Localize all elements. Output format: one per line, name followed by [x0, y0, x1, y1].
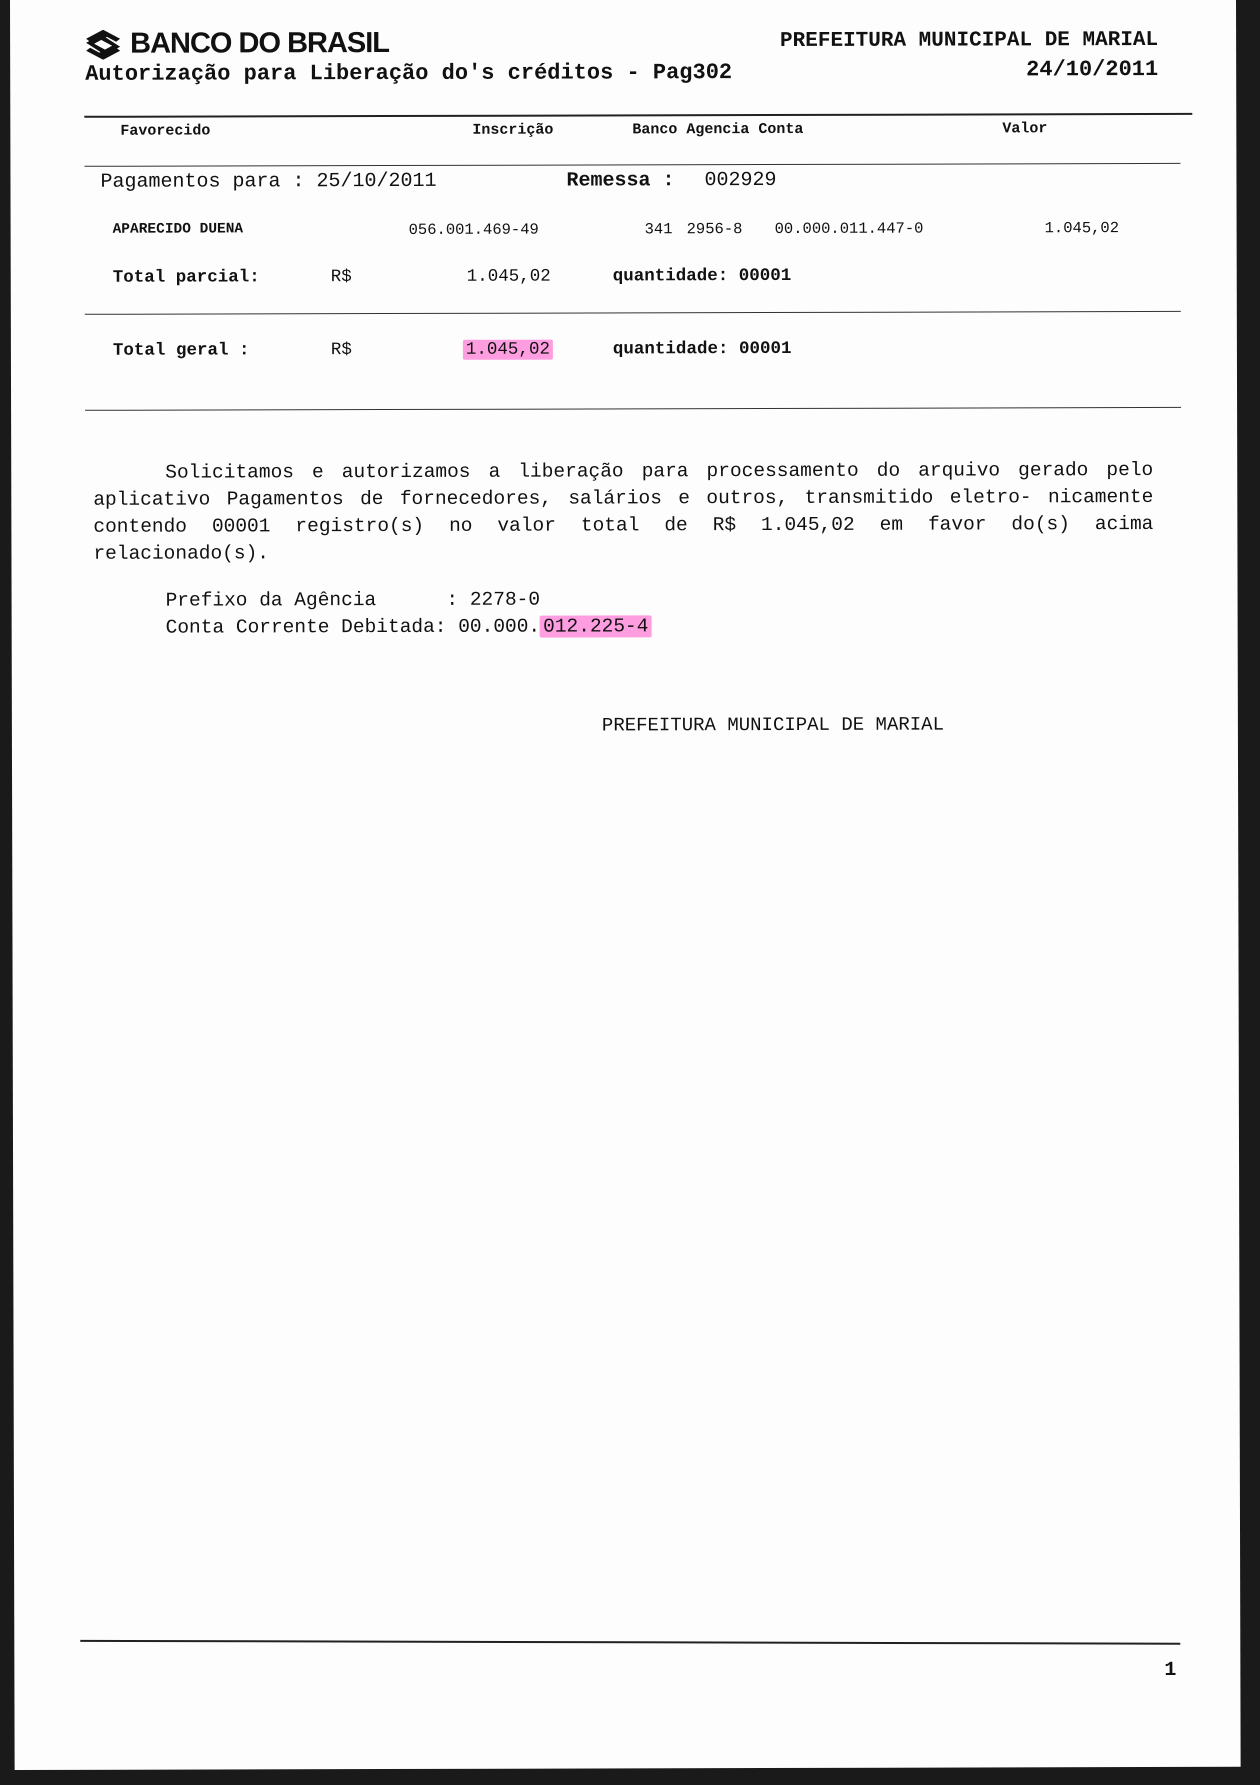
agency-line	[166, 589, 541, 612]
authorization-paragraph: Solicitamos e autorizamos a liberação para processamento do arquivo gerado pelo aplicativo Pagamentos de fornecedores, salários e outros, transmitido eletro- nicamente contendo 00001 registro(s) no valor total de R$ 1.045,02 em favor do(s) acima relacionado(s).	[93, 459, 1154, 565]
account-label: Conta Corrente Debitada:	[165, 615, 459, 639]
signature-block: PREFEITURA MUNICIPAL DE MARIAL	[601, 713, 944, 737]
col-inscricao: Inscrição	[472, 121, 554, 139]
authorization-text	[93, 457, 1153, 568]
account-line	[166, 615, 652, 638]
page-number: 1	[1164, 1658, 1177, 1682]
issue-date: 24/10/2011	[1026, 56, 1159, 83]
partial-total-label: Total parcial:	[112, 267, 260, 288]
row-valor: 1.045,02	[1044, 219, 1120, 238]
account-highlight: 012.225-4	[540, 615, 651, 637]
agency-value: 2278-0	[469, 588, 541, 611]
row-favorecido: APARECIDO DUENA	[112, 221, 244, 238]
payer-name: PREFEITURA MUNICIPAL DE MARIAL	[780, 28, 1159, 53]
row-agencia: 2956-8	[686, 220, 743, 239]
totals-divider	[85, 407, 1181, 411]
header-divider	[84, 113, 1192, 118]
row-banco: 341	[644, 220, 673, 239]
col-favorecido: Favorecido	[120, 122, 211, 140]
columns-divider	[84, 163, 1180, 167]
remessa-label: Remessa :	[566, 169, 675, 193]
partial-total-currency: R$	[330, 267, 352, 288]
document-page	[10, 0, 1241, 1770]
partial-total-quantity: quantidade: 00001	[612, 265, 792, 287]
col-valor: Valor	[1002, 120, 1048, 138]
account-prefix: 00.000.	[458, 615, 541, 638]
row-inscricao: 056.001.469-49	[408, 220, 539, 239]
grand-total-currency: R$	[330, 340, 352, 361]
grand-total-label: Total geral :	[112, 340, 250, 361]
bank-logo	[86, 27, 389, 61]
col-banco-agencia-conta: Banco Agencia Conta	[632, 120, 804, 139]
grand-total-highlight: 1.045,02	[463, 340, 553, 360]
bank-name: BANCO DO BRASIL	[130, 27, 390, 60]
document-title: Autorização para Liberação do's créditos - Pag302	[85, 60, 733, 87]
bank-logo-icon	[86, 29, 120, 59]
partial-total-amount: 1.045,02	[466, 266, 551, 287]
footer-divider	[80, 1640, 1180, 1645]
row-conta: 00.000.011.447-0	[774, 219, 924, 238]
payments-date-label: Pagamentos para : 25/10/2011	[100, 169, 437, 194]
partial-divider	[85, 311, 1181, 315]
remessa-value: 002929	[704, 168, 777, 193]
agency-label: Prefixo da Agência :	[165, 588, 470, 612]
grand-total-quantity: quantidade: 00001	[612, 338, 792, 360]
grand-total-amount	[463, 340, 553, 360]
